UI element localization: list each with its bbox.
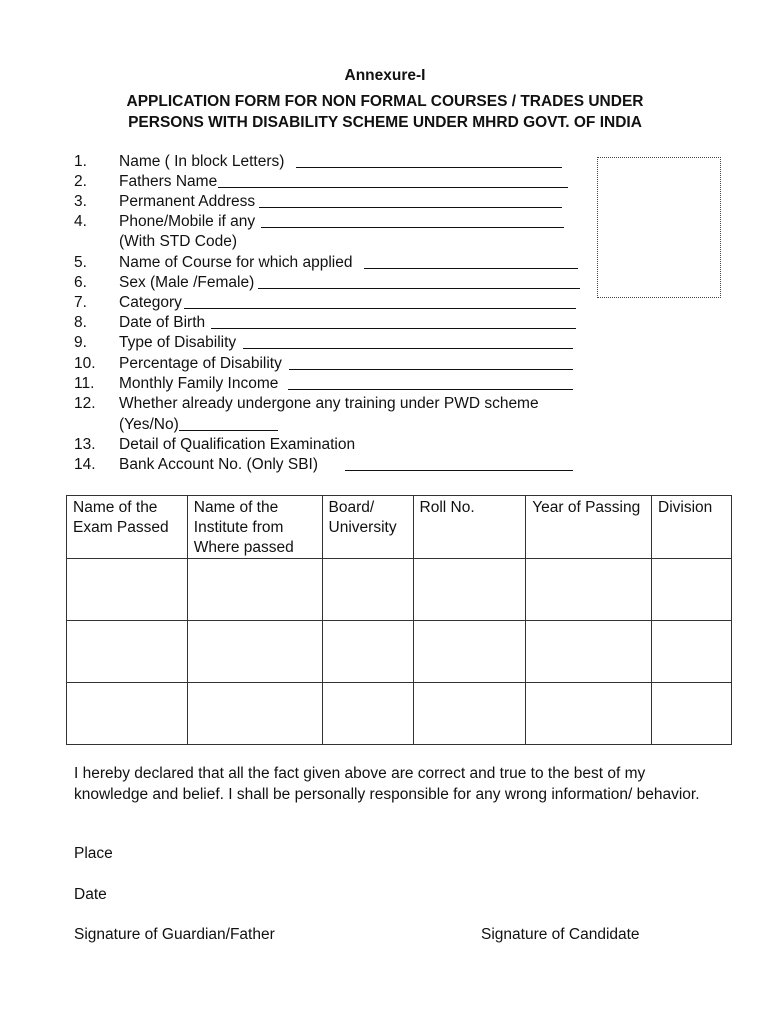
table-cell[interactable]: [67, 683, 188, 745]
form-title-line-2: PERSONS WITH DISABILITY SCHEME UNDER MHRD GOVT. OF INDIA: [128, 114, 642, 131]
column-header-year-of-passing: [526, 496, 652, 559]
table-cell[interactable]: [526, 621, 652, 683]
header-line: Exam Passed: [73, 519, 169, 536]
header-line: Where passed: [193, 539, 294, 556]
field-label-permanent-address: Permanent Address: [119, 193, 256, 210]
field-number: 3.: [74, 193, 87, 210]
header-line: Division: [658, 499, 713, 516]
table-row: [67, 621, 732, 683]
field-label-std-code: (With STD Code): [119, 233, 237, 250]
course-input-line[interactable]: [364, 253, 578, 269]
field-number: 11.: [74, 375, 95, 392]
table-cell[interactable]: [187, 621, 322, 683]
table-cell[interactable]: [652, 559, 732, 621]
header-line: Name of the: [73, 499, 158, 516]
category-input-line[interactable]: [184, 293, 576, 309]
permanent-address-input-line[interactable]: [259, 192, 562, 208]
qualification-table: [66, 495, 732, 745]
field-label-family-income: Monthly Family Income: [119, 375, 279, 392]
column-header-division: [652, 496, 732, 559]
place-label: Place: [74, 845, 113, 862]
table-cell[interactable]: [526, 683, 652, 745]
guardian-signature-label: Signature of Guardian/Father: [74, 926, 275, 943]
table-cell[interactable]: [413, 683, 526, 745]
yes-no-input-line[interactable]: [179, 415, 278, 431]
field-number: 2.: [74, 173, 87, 190]
declaration-text: I hereby declared that all the fact given above are correct and true to the best of my knowledge and belief. I shall be personally responsible for any wrong information/ behavior.: [74, 765, 700, 803]
field-number: 12.: [74, 395, 96, 412]
photo-box: [597, 157, 721, 298]
table-cell[interactable]: [67, 621, 188, 683]
field-number: 1.: [74, 153, 87, 170]
bank-account-input-line[interactable]: [345, 455, 573, 471]
field-label-disability-type: Type of Disability: [119, 334, 237, 351]
field-number: 9.: [74, 334, 87, 351]
date-of-birth-input-line[interactable]: [211, 313, 576, 329]
field-number: 14.: [74, 456, 96, 473]
field-label-date-of-birth: Date of Birth: [119, 314, 206, 331]
table-cell[interactable]: [67, 559, 188, 621]
table-row: [67, 559, 732, 621]
table-header-row: [67, 496, 732, 559]
header-line: Institute from: [193, 519, 284, 536]
header-line: Year of Passing: [532, 499, 641, 516]
name-input-line[interactable]: [296, 152, 562, 168]
field-number: 7.: [74, 294, 87, 311]
field-label-course: Name of Course for which applied: [119, 254, 353, 271]
field-number: 8.: [74, 314, 87, 331]
fathers-name-input-line[interactable]: [218, 172, 568, 188]
field-label-qualification: Detail of Qualification Examination: [119, 436, 356, 453]
field-label-category: Category: [119, 294, 182, 311]
date-label: Date: [74, 886, 107, 903]
candidate-signature-label: Signature of Candidate: [481, 926, 640, 943]
column-header-roll-no: [413, 496, 526, 559]
column-header-board: [322, 496, 413, 559]
table-row: [67, 683, 732, 745]
field-label-name: Name ( In block Letters): [119, 153, 285, 170]
sex-input-line[interactable]: [258, 273, 580, 289]
disability-type-input-line[interactable]: [243, 333, 573, 349]
form-title-line-1: APPLICATION FORM FOR NON FORMAL COURSES / TRADES UNDER: [126, 93, 644, 110]
field-label-phone: Phone/Mobile if any: [119, 213, 256, 230]
table-cell[interactable]: [322, 683, 413, 745]
table-cell[interactable]: [322, 621, 413, 683]
table-cell[interactable]: [187, 683, 322, 745]
family-income-input-line[interactable]: [288, 374, 573, 390]
disability-percentage-input-line[interactable]: [289, 354, 573, 370]
header-line: Name of the: [193, 499, 279, 516]
field-label-yes-no: (Yes/No): [119, 416, 179, 433]
column-header-exam-passed: [67, 496, 188, 559]
field-number: 6.: [74, 274, 87, 291]
header-line: Roll No.: [419, 499, 475, 516]
annexure-heading: Annexure-I: [344, 67, 426, 84]
table-cell[interactable]: [187, 559, 322, 621]
field-label-disability-percentage: Percentage of Disability: [119, 355, 282, 372]
table-cell[interactable]: [322, 559, 413, 621]
field-label-bank-account: Bank Account No. (Only SBI): [119, 456, 319, 473]
phone-input-line[interactable]: [261, 212, 564, 228]
field-number: 10.: [74, 355, 96, 372]
field-label-pwd-training: Whether already undergone any training under PWD scheme: [119, 395, 539, 412]
table-cell[interactable]: [526, 559, 652, 621]
field-number: 4.: [74, 213, 87, 230]
field-label-sex: Sex (Male /Female): [119, 274, 255, 291]
header-line: Board/: [328, 499, 375, 516]
field-number: 13.: [74, 436, 96, 453]
table-cell[interactable]: [413, 559, 526, 621]
table-cell[interactable]: [413, 621, 526, 683]
table-cell[interactable]: [652, 621, 732, 683]
field-label-fathers-name: Fathers Name: [119, 173, 218, 190]
header-line: University: [328, 519, 397, 536]
field-number: 5.: [74, 254, 87, 271]
table-cell[interactable]: [652, 683, 732, 745]
column-header-institute: [187, 496, 322, 559]
